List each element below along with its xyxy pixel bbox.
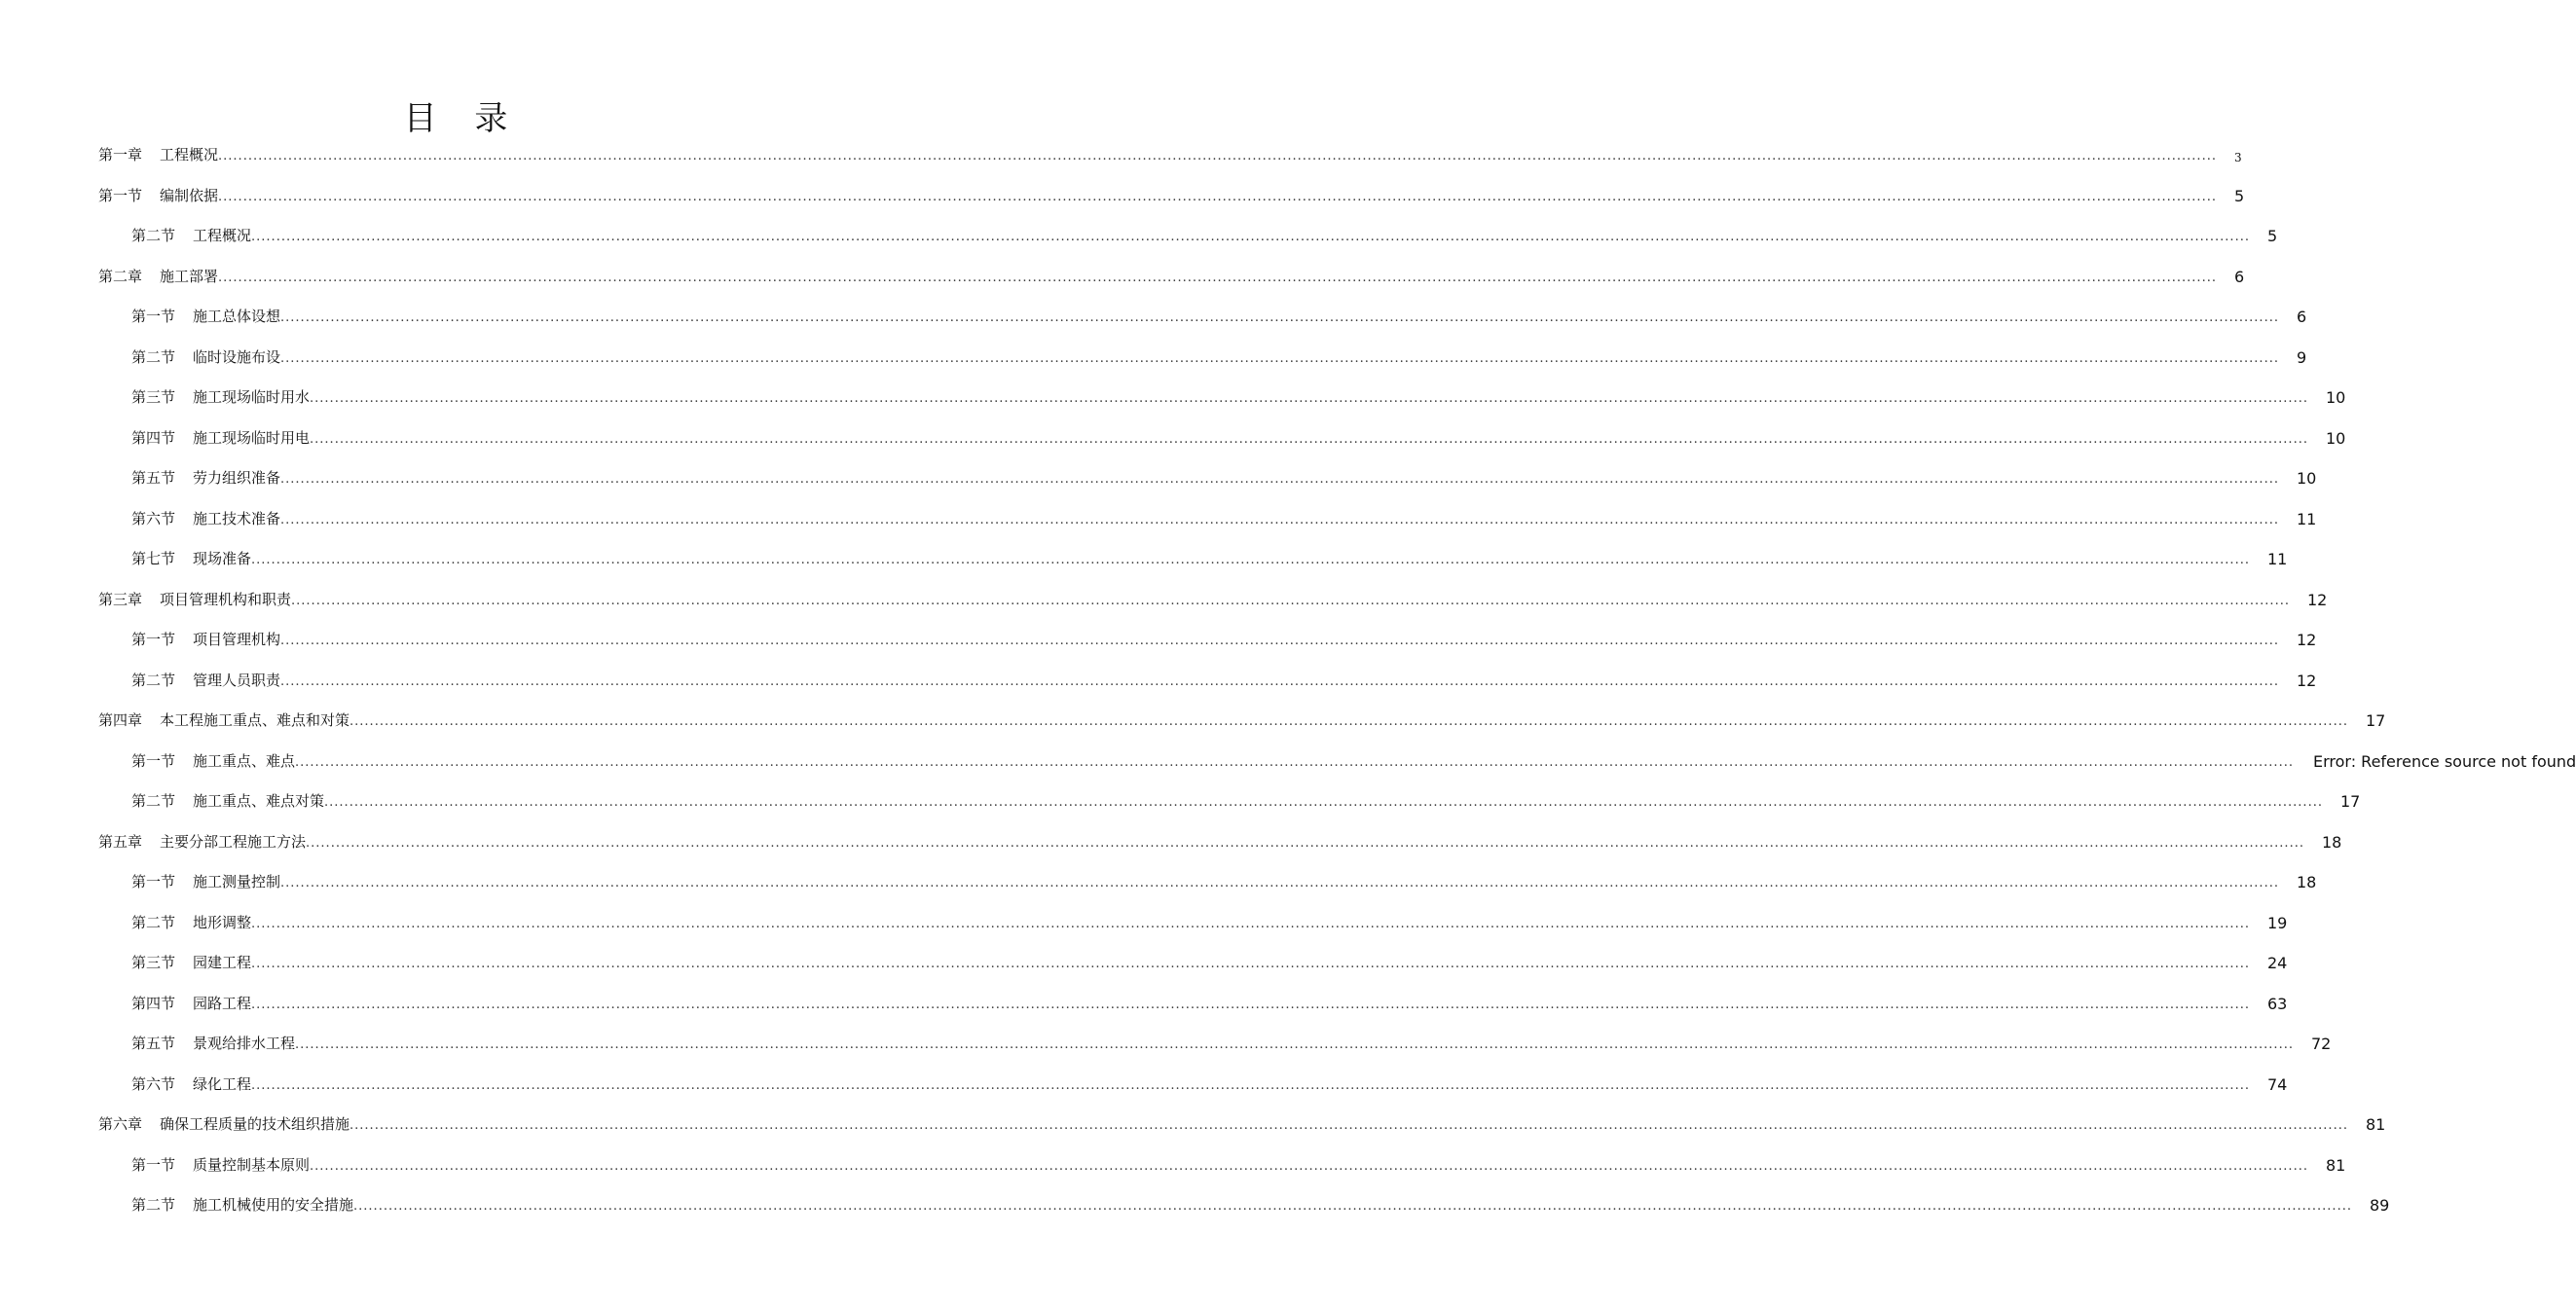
toc-entry-prefix: 第二节: [131, 1196, 176, 1214]
toc-entry-label: [131, 790, 324, 811]
dot-leader: ................................................................................................................................................................................................................................................................................................................................................................................................................: [310, 1159, 2308, 1174]
toc-entry-prefix: 第一节: [131, 873, 176, 890]
dot-leader: ................................................................................................................................................................................................................................................................................................................................................................................................................: [350, 714, 2348, 729]
toc-entry-label: [131, 952, 251, 972]
toc-entry-label: [131, 467, 280, 488]
toc-entry-label: [131, 750, 295, 771]
toc-entry-prefix: 第二节: [131, 914, 176, 931]
toc-entry-page-number: 18: [2321, 833, 2342, 852]
toc-entry-text: 工程概况: [193, 227, 252, 244]
toc-entry[interactable]: [98, 586, 2328, 609]
toc-entry-prefix: 第二章: [98, 268, 143, 285]
toc-entry-label: [131, 871, 280, 891]
dot-leader: ................................................................................................................................................................................................................................................................................................................................................................................................................: [324, 795, 2323, 810]
toc-entry-text: 施工机械使用的安全措施: [193, 1196, 354, 1214]
toc-entry-text: 施工技术准备: [193, 510, 281, 527]
toc-entry[interactable]: [131, 545, 2288, 568]
toc-entry[interactable]: [131, 868, 2317, 891]
toc-entry-text: 施工部署: [160, 268, 219, 285]
dot-leader: ................................................................................................................................................................................................................................................................................................................................................................................................................: [251, 917, 2250, 931]
dot-leader: ................................................................................................................................................................................................................................................................................................................................................................................................................: [310, 432, 2308, 447]
toc-entry-page-number: 18: [2296, 873, 2317, 891]
toc-entry[interactable]: [98, 1110, 2386, 1134]
toc-entry-prefix: 第六章: [98, 1115, 143, 1133]
toc-entry-page-number: 72: [2310, 1035, 2332, 1053]
toc-entry[interactable]: [131, 344, 2307, 367]
toc-entry-text: 主要分部工程施工方法: [160, 833, 307, 851]
dot-leader: ................................................................................................................................................................................................................................................................................................................................................................................................................: [306, 836, 2304, 851]
toc-entry-prefix: 第三节: [131, 954, 176, 971]
toc-entry-label: [98, 144, 218, 164]
toc-entry-page-number: 6: [2296, 308, 2307, 326]
toc-entry[interactable]: [131, 1151, 2346, 1175]
toc-entry[interactable]: [131, 303, 2307, 326]
toc-entry-prefix: 第五节: [131, 469, 176, 487]
toc-entry-text: 确保工程质量的技术组织措施: [160, 1115, 350, 1133]
dot-leader: ................................................................................................................................................................................................................................................................................................................................................................................................................: [291, 594, 2290, 608]
toc-entry-text: 施工重点、难点: [193, 752, 296, 770]
dot-leader: ................................................................................................................................................................................................................................................................................................................................................................................................................: [353, 1199, 2352, 1214]
toc-entry-text: 编制依据: [160, 187, 219, 204]
toc-entry-page-number: Error: Reference source not found: [2312, 752, 2576, 771]
dot-leader: ................................................................................................................................................................................................................................................................................................................................................................................................................: [350, 1118, 2348, 1133]
toc-entry-prefix: 第三节: [131, 388, 176, 406]
toc-entry-page-number: 9: [2296, 348, 2307, 367]
toc-entry-page-number: 12: [2296, 672, 2317, 690]
dot-leader: ................................................................................................................................................................................................................................................................................................................................................................................................................: [280, 674, 2279, 689]
toc-entry[interactable]: [98, 707, 2386, 730]
dot-leader: ................................................................................................................................................................................................................................................................................................................................................................................................................: [218, 190, 2217, 204]
toc-entry-text: 临时设施布设: [193, 348, 281, 366]
toc-entry-text: 园路工程: [193, 995, 252, 1012]
toc-entry-text: 劳力组织准备: [193, 469, 281, 487]
toc-entry-prefix: 第一章: [98, 146, 143, 164]
toc-entry-label: [131, 225, 251, 245]
toc-entry-prefix: 第四节: [131, 995, 176, 1012]
toc-entry-page-number: 17: [2339, 792, 2361, 811]
toc-entry-prefix: 第一节: [131, 1156, 176, 1174]
toc-entry-prefix: 第四章: [98, 711, 143, 729]
dot-leader: ................................................................................................................................................................................................................................................................................................................................................................................................................: [251, 553, 2250, 567]
toc-entry[interactable]: [131, 949, 2288, 972]
toc-entry-text: 项目管理机构和职责: [160, 591, 292, 608]
toc-entry-prefix: 第一节: [131, 308, 176, 325]
toc-entry-text: 工程概况: [160, 146, 219, 164]
toc-entry-prefix: 第二节: [131, 227, 176, 244]
dot-leader: ................................................................................................................................................................................................................................................................................................................................................................................................................: [310, 391, 2308, 406]
toc-entry-label: [131, 993, 251, 1013]
toc-entry-text: 园建工程: [193, 954, 252, 971]
toc-entry-label: [131, 670, 280, 690]
toc-entry-label: [131, 1073, 251, 1094]
toc-entry[interactable]: [98, 828, 2342, 852]
toc-entry[interactable]: [98, 263, 2245, 286]
toc-entry-page-number: 10: [2325, 388, 2346, 407]
dot-leader: ................................................................................................................................................................................................................................................................................................................................................................................................................: [295, 755, 2294, 770]
toc-entry[interactable]: [131, 990, 2288, 1013]
toc-entry-text: 质量控制基本原则: [193, 1156, 311, 1174]
toc-entry-prefix: 第二节: [131, 792, 176, 810]
toc-entry-text: 景观给排水工程: [193, 1035, 296, 1052]
toc-entry-page-number: 81: [2365, 1115, 2386, 1134]
toc-entry-prefix: 第一节: [98, 187, 143, 204]
toc-entry-page-number: 74: [2266, 1075, 2288, 1094]
toc-entry-prefix: 第二节: [131, 672, 176, 689]
toc-entry[interactable]: [131, 1191, 2390, 1215]
toc-entry[interactable]: [131, 424, 2346, 448]
toc-entry-text: 施工重点、难点对策: [193, 792, 325, 810]
toc-entry-text: 施工现场临时用电: [193, 429, 311, 447]
toc-entry-label: [131, 1033, 295, 1053]
toc-entry[interactable]: [98, 141, 2242, 164]
toc-entry-label: [131, 427, 310, 448]
toc-entry-prefix: 第五节: [131, 1035, 176, 1052]
toc-entry-page-number: 11: [2266, 550, 2288, 568]
dot-leader: ................................................................................................................................................................................................................................................................................................................................................................................................................: [251, 230, 2250, 244]
toc-entry-prefix: 第六节: [131, 1075, 176, 1093]
toc-entry-text: 施工总体设想: [193, 308, 281, 325]
toc-entry-label: [131, 306, 280, 326]
dot-leader: ................................................................................................................................................................................................................................................................................................................................................................................................................: [218, 149, 2217, 164]
toc-entry-page-number: 89: [2369, 1196, 2390, 1215]
toc-entry-text: 项目管理机构: [193, 631, 281, 648]
dot-leader: ................................................................................................................................................................................................................................................................................................................................................................................................................: [251, 998, 2250, 1012]
dot-leader: ................................................................................................................................................................................................................................................................................................................................................................................................................: [280, 310, 2279, 325]
toc-entry-prefix: 第七节: [131, 550, 176, 567]
toc-entry[interactable]: [131, 1071, 2288, 1094]
toc-entry[interactable]: [131, 222, 2278, 245]
toc-entry-page-number: 5: [2266, 227, 2278, 245]
toc-entry-label: [131, 1154, 310, 1175]
toc-entry-label: [131, 548, 251, 568]
dot-leader: ................................................................................................................................................................................................................................................................................................................................................................................................................: [280, 634, 2279, 648]
toc-entry-page-number: 10: [2325, 429, 2346, 448]
toc-entry-text: 绿化工程: [193, 1075, 252, 1093]
toc-entry-prefix: 第四节: [131, 429, 176, 447]
toc-entry-prefix: 第六节: [131, 510, 176, 527]
toc-entry-label: [131, 346, 280, 367]
toc-entry[interactable]: [98, 182, 2245, 205]
toc-entry-prefix: 第二节: [131, 348, 176, 366]
toc-entry-label: [98, 589, 291, 609]
toc-entry-prefix: 第一节: [131, 752, 176, 770]
toc-entry-prefix: 第一节: [131, 631, 176, 648]
toc-entry-label: [131, 912, 251, 932]
dot-leader: ................................................................................................................................................................................................................................................................................................................................................................................................................: [280, 472, 2279, 487]
toc-title: 目 录: [403, 99, 522, 138]
dot-leader: ................................................................................................................................................................................................................................................................................................................................................................................................................: [218, 271, 2217, 285]
toc-entry-text: 本工程施工重点、难点和对策: [160, 711, 350, 729]
toc-entry-text: 管理人员职责: [193, 672, 281, 689]
toc-entry-page-number: 10: [2296, 469, 2317, 488]
toc-entry[interactable]: [131, 626, 2317, 649]
toc-entry-text: 地形调整: [193, 914, 252, 931]
dot-leader: ................................................................................................................................................................................................................................................................................................................................................................................................................: [280, 513, 2279, 527]
toc-entry-label: [131, 1194, 353, 1215]
dot-leader: ................................................................................................................................................................................................................................................................................................................................................................................................................: [251, 957, 2250, 971]
toc-entry-text: 施工测量控制: [193, 873, 281, 890]
toc-entry[interactable]: [131, 787, 2361, 811]
toc-entry-label: [98, 185, 218, 205]
toc-entry[interactable]: [131, 464, 2317, 488]
toc-entry-label: [98, 831, 306, 852]
toc-entry[interactable]: [131, 383, 2346, 407]
toc-entry-page-number: 19: [2266, 914, 2288, 932]
toc-entry-label: [131, 508, 280, 528]
dot-leader: ................................................................................................................................................................................................................................................................................................................................................................................................................: [280, 351, 2279, 366]
toc-entry-text: 现场准备: [193, 550, 252, 567]
toc-entry-label: [98, 709, 350, 730]
toc-entry[interactable]: [131, 667, 2317, 690]
toc-entry-page-number: 12: [2306, 591, 2328, 609]
toc-entry-label: [98, 266, 218, 286]
toc-entry-page-number: 5: [2233, 187, 2245, 205]
toc-entry-page-number: 11: [2296, 510, 2317, 528]
toc-entry[interactable]: [131, 1030, 2332, 1053]
toc-entry[interactable]: [131, 505, 2317, 528]
toc-entry-label: [131, 386, 310, 407]
dot-leader: ................................................................................................................................................................................................................................................................................................................................................................................................................: [295, 1037, 2294, 1052]
toc-entry[interactable]: [131, 747, 2576, 771]
toc-entry-prefix: 第三章: [98, 591, 143, 608]
toc-entry-page-number: 81: [2325, 1156, 2346, 1175]
toc-entry-page-number: 6: [2233, 268, 2245, 286]
toc-entry-page-number: 24: [2266, 954, 2288, 972]
dot-leader: ................................................................................................................................................................................................................................................................................................................................................................................................................: [251, 1078, 2250, 1093]
toc-entry-page-number: 12: [2296, 631, 2317, 649]
toc-entry-page-number: 63: [2266, 995, 2288, 1013]
toc-entry[interactable]: [131, 909, 2288, 932]
toc-entry-page-number: 3: [2233, 151, 2242, 164]
toc-entry-text: 施工现场临时用水: [193, 388, 311, 406]
toc-entry-page-number: 17: [2365, 711, 2386, 730]
toc-entry-label: [131, 629, 280, 649]
toc-entry-prefix: 第五章: [98, 833, 143, 851]
toc-entry-label: [98, 1113, 350, 1134]
dot-leader: ................................................................................................................................................................................................................................................................................................................................................................................................................: [280, 876, 2279, 890]
